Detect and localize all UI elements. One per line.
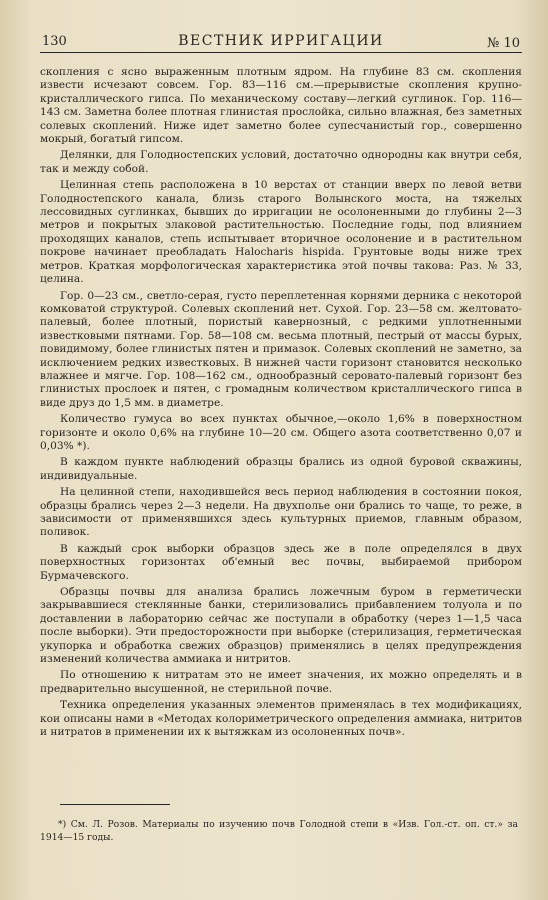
paragraph: На целинной степи, находившейся весь период наблюдения в состоянии покоя, образцы брались через 2—3 недели. На двухполье они брались то чаще, то реже, в зависимости от применявшихся здесь культурных приемов, главным образом, поливок. [40, 486, 522, 539]
paragraph: В каждый срок выборки образцов здесь же в поле определялся в двух поверхностных горизонтах об'емный вес почвы, выбираемой прибором Бурмачевского. [40, 542, 522, 582]
footnote-text: *) См. Л. Розов. Материалы по изучению почв Голодной степи в «Изв. Гол.-ст. оп. ст.» за 1914—15 годы. [40, 819, 518, 843]
paragraph: Делянки, для Голодностепских условий, достаточно однородны как внутри себя, так и между собой. [40, 149, 522, 175]
journal-title: ВЕСТНИК ИРРИГАЦИИ [178, 33, 384, 49]
paragraph: Образцы почвы для анализа брались ложечным буром в герметически закрывавшиеся стеклянные банки, стерилизовались прибавлением толуола и по доставлении в лабораторию сейчас же поступали в обработку (через 1—1,5 часа после выборки). Эти предосторожности при выборке (стерилизация, герметическая укупорка и обработка свежих образцов) применялись в целях предупреждения изменений количества аммиака и нитритов. [40, 586, 522, 666]
body-text [40, 66, 522, 743]
issue-number: № 10 [487, 36, 520, 51]
page-header [40, 30, 522, 53]
page-number: 130 [42, 34, 67, 49]
paragraph: Целинная степь расположена в 10 верстах от станции вверх по левой ветви Голодностепского канала, близь старого Волынского моста, на тяжелых лессовидных суглинках, бывших до ирригации не осолоненными до глубины 2—3 метров и покрытых злаковой растительностью. Последние годы, под влиянием проходящих каналов, степь испытывает вторичное осолонение и в растительном покрове начинает преобладать Halocharis hispida. Грунтовые воды ниже трех метров. Краткая морфологическая характеристика этой почвы такова: Раз. № 33, целина. [40, 179, 522, 286]
paragraph: Гор. 0—23 см., светло-серая, густо переплетенная корнями дерника с некоторой комковатой структурой. Солевых скоплений нет. Сухой. Гор. 23—58 см. желтовато-палевый, более плотный, пористый кавернозный, с редкими уплотненными известковыми пятнами. Гор. 58—108 см. весьма плотный, пестрый от массы бурых, повидимому, более глинистых пятен и примазок. Солевых скоплений не заметно, за исключением редких известковых. В нижней части горизонт становится несколько влажнее и мягче. Гор. 108—162 см., однообразный серовато-палевый горизонт без глинистых прослоек и пятен, с громадным количеством кристаллического гипса в виде друз до 1,5 мм. в диаметре. [40, 289, 522, 409]
footnote-divider [60, 804, 170, 805]
paragraph: По отношению к нитратам это не имеет значения, их можно определять и в предварительно высушенной, не стерильной почве. [40, 669, 522, 695]
footnote [40, 818, 518, 844]
paragraph: В каждом пункте наблюдений образцы брались из одной буровой скважины, индивидуальные. [40, 456, 522, 482]
paragraph: Техника определения указанных элементов применялась в тех модификациях, кои описаны нами в «Методах колориметрического определения аммиака, нитритов и нитратов в применении их к вытяжкам из осолоненных почв». [40, 699, 522, 739]
paragraph: скопления с ясно выраженным плотным ядром. На глубине 83 см. скопления извести исчезают совсем. Гор. 83—116 см.—прерывистые скопления крупно-кристаллического гипса. По механическому составу—легкий суглинок. Гор. 116—143 см. Заметна более плотная глинистая прослойка, сильно влажная, без заметных солевых скоплений. Ниже идет заметно более супесчанистый гор., совершенно мокрый, богатый гипсом. [40, 66, 522, 146]
paragraph: Количество гумуса во всех пунктах обычное,—около 1,6% в поверхностном горизонте и около 0,6% на глубине 10—20 см. Общего азота соответственно 0,07 и 0,03% *). [40, 413, 522, 452]
